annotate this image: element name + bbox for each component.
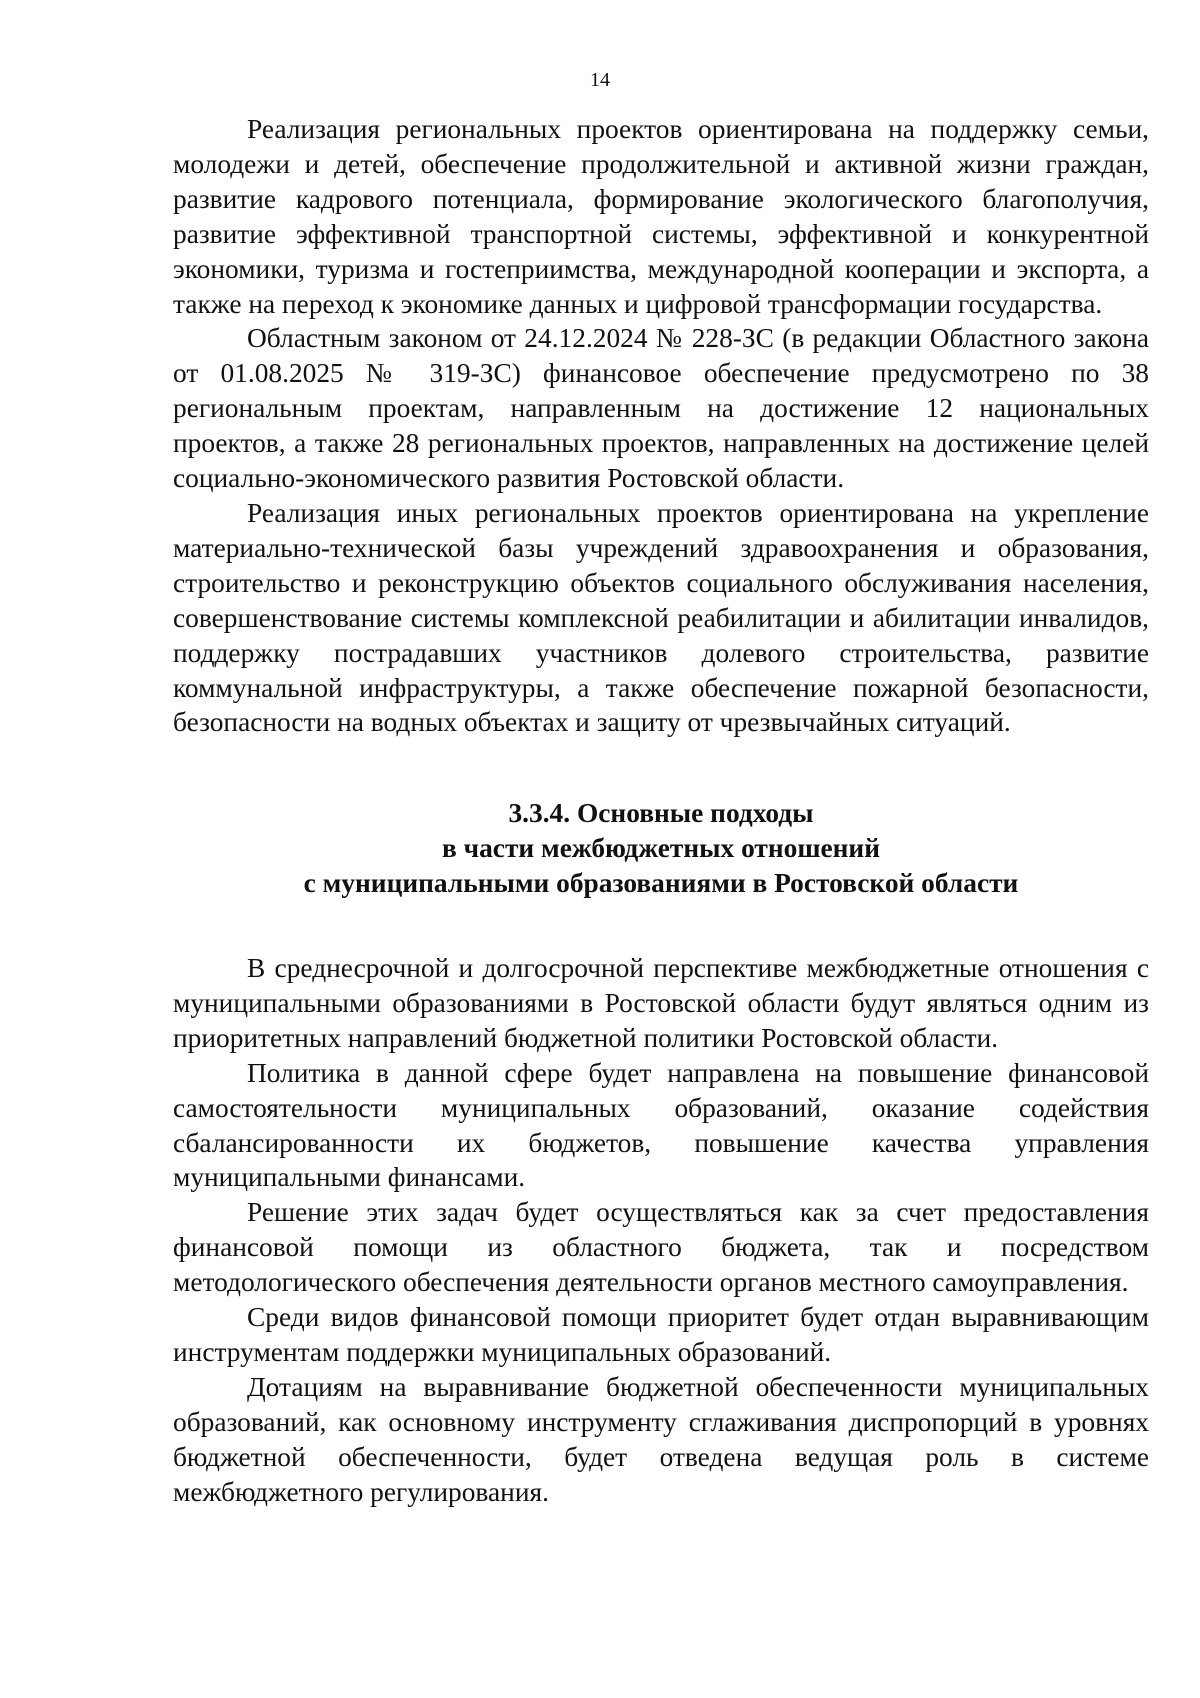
paragraph-regional-projects: Реализация региональных проектов ориентирована на поддержку семьи, молодежи и детей, обеспечение продолжительной и активной жизни граждан, развитие кадрового потенциала, формирование экологического благополучия, развитие эффективной транспортной системы, эффективной и конкурентной экономики, туризма и гостеприимства, международной кооперации и экспорта, а также на переход к экономике данных и цифровой трансформации государства.: [173, 114, 1149, 319]
paragraph-tasks: Решение этих задач будет осуществляться как за счет предоставления финансовой помощи из областного бюджета, так и посредством методологического обеспечения деятельности органов местного самоуправления.: [173, 1197, 1149, 1298]
page-content: [173, 112, 1149, 1510]
section-heading-line: в части межбюджетных отношений: [442, 833, 880, 864]
paragraph-policy: Политика в данной сфере будет направлена на повышение финансовой самостоятельности муниципальных образований, оказание содействия сбалансированности их бюджетов, повышение качества управления муниципальными финансами.: [173, 1057, 1149, 1193]
paragraph-other-projects: Реализация иных региональных проектов ориентирована на укрепление материально-технической базы учреждений здравоохранения и образования, строительство и реконструкцию объектов социального обслуживания населения, совершенствование системы комплексной реабилитации и абилитации инвалидов, поддержку пострадавших участников долевого строительства, развитие коммунальной инфраструктуры, а также обеспечение пожарной безопасности, безопасности на водных объектах и защиту от чрезвычайных ситуаций.: [173, 497, 1149, 738]
section-heading: [173, 796, 1149, 901]
section-heading-line: с муниципальными образованиями в Ростовской области: [303, 868, 1019, 899]
paragraph-regional-law: Областным законом от 24.12.2024 № 228-ЗС (в редакции Областного закона от 01.08.2025 № 319-ЗС) финансовое обеспечение предусмотрено по 38 региональным проектам, направленным на достижение 12 национальных проектов, а также 28 региональных проектов, направленных на достижение целей социально-экономического развития Ростовской области.: [173, 323, 1149, 494]
paragraph-subsidies: Дотациям на выравнивание бюджетной обеспеченности муниципальных образований, как основному инструменту сглаживания диспропорций в уровнях бюджетной обеспеченности, будет отведена ведущая роль в системе межбюджетного регулирования.: [173, 1371, 1149, 1507]
section-heading-line: 3.3.4. Основные подходы: [508, 798, 814, 829]
paragraph-interbudget-relations: В среднесрочной и долгосрочной перспективе межбюджетные отношения с муниципальными образованиями в Ростовской области будут являться одним из приоритетных направлений бюджетной политики Ростовской области.: [173, 953, 1149, 1053]
page-number: 14: [590, 69, 610, 91]
paragraph-priority: Среди видов финансовой помощи приоритет будет отдан выравнивающим инструментам поддержки муниципальных образований.: [173, 1302, 1149, 1367]
